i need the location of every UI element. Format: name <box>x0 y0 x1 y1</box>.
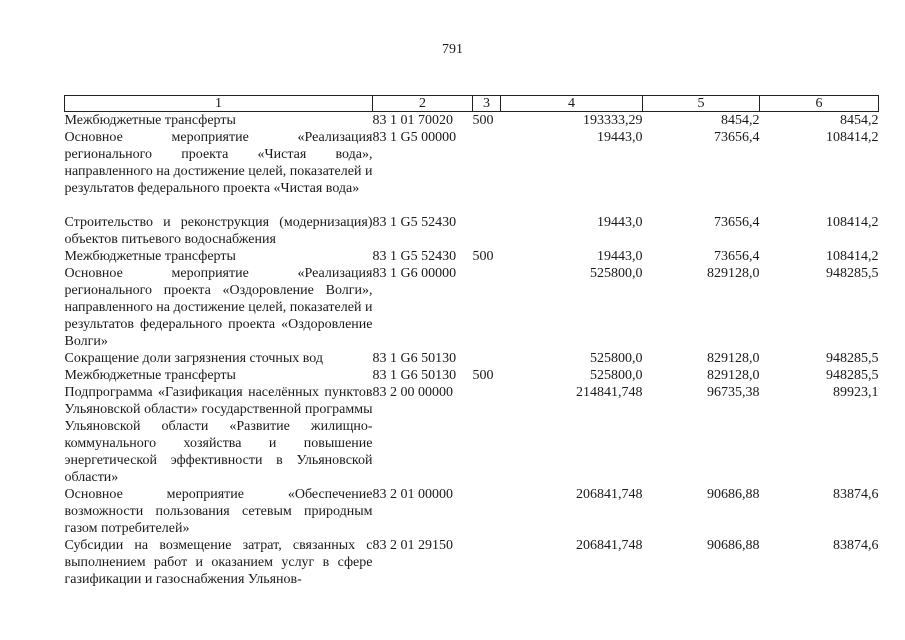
page-number: 791 <box>442 42 463 57</box>
column-header-3: 3 <box>473 96 501 112</box>
column-header-1: 1 <box>65 96 373 112</box>
row-value-4: 525800,0 <box>590 368 643 383</box>
row-value-6: 8454,2 <box>840 113 879 128</box>
table-row <box>65 129 879 214</box>
row-type <box>473 537 501 588</box>
table-row <box>65 384 879 486</box>
row-value-6: 108414,2 <box>826 249 879 264</box>
row-type <box>473 486 501 537</box>
budget-table <box>64 95 879 588</box>
row-type: 500 <box>472 113 494 128</box>
row-value-5: 829128,0 <box>707 266 760 281</box>
row-value-5: 8454,2 <box>721 113 760 128</box>
row-type <box>473 350 501 367</box>
row-type: 500 <box>472 249 494 264</box>
row-value-5: 73656,4 <box>714 215 760 230</box>
row-code: 83 1 01 70020 <box>372 113 453 128</box>
row-name: Основное мероприятие «Обеспечение возможности пользования сетевым природным газом потребителей» <box>64 487 373 536</box>
row-code: 83 1 G6 00000 <box>372 266 457 281</box>
row-code: 83 1 G5 00000 <box>372 130 457 145</box>
row-value-6: 108414,2 <box>826 130 879 145</box>
table-row <box>65 214 879 248</box>
row-value-5: 73656,4 <box>714 130 760 145</box>
table-row <box>65 265 879 350</box>
column-header-2: 2 <box>373 96 473 112</box>
table-row <box>65 350 879 367</box>
row-value-5: 829128,0 <box>707 368 760 383</box>
row-value-4: 206841,748 <box>576 538 643 553</box>
header-row <box>65 96 879 112</box>
row-value-6: 948285,5 <box>826 266 879 281</box>
row-value-4: 19443,0 <box>597 215 643 230</box>
row-code: 83 1 G5 52430 <box>372 249 457 264</box>
row-value-5: 829128,0 <box>707 351 760 366</box>
row-code: 83 2 01 29150 <box>372 538 453 553</box>
row-value-4: 19443,0 <box>597 249 643 264</box>
column-header-6: 6 <box>760 96 879 112</box>
table-row <box>65 486 879 537</box>
row-name: Субсидии на возмещение затрат, связанных с выполнением работ и оказанием услуг в сфере газификации и газоснабжения Ульянов- <box>64 538 373 587</box>
table-row <box>65 112 879 130</box>
row-name: Подпрограмма «Газификация населённых пунктов Ульяновской области» государственной программы Ульяновской области «Развитие жилищно-коммунального хозяйства и повышение энергетической эффективности в Ульяновской области» <box>64 385 373 485</box>
row-type <box>473 265 501 350</box>
row-name: Межбюджетные трансферты <box>64 368 236 383</box>
row-name: Межбюджетные трансферты <box>64 113 236 128</box>
row-type: 500 <box>472 368 494 383</box>
column-header-4: 4 <box>501 96 643 112</box>
row-name: Строительство и реконструкция (модернизация) объектов питьевого водоснабжения <box>64 215 373 247</box>
row-value-5: 96735,38 <box>707 385 760 400</box>
row-type <box>473 129 501 214</box>
row-code: 83 1 G5 52430 <box>372 215 457 230</box>
row-value-6: 108414,2 <box>826 215 879 230</box>
row-value-4: 193333,29 <box>583 113 643 128</box>
row-value-6: 948285,5 <box>826 351 879 366</box>
row-code: 83 1 G6 50130 <box>372 351 457 366</box>
row-value-6: 89923,1 <box>833 385 879 400</box>
row-value-4: 214841,748 <box>576 385 643 400</box>
row-code: 83 1 G6 50130 <box>372 368 457 383</box>
row-code: 83 2 01 00000 <box>372 487 453 502</box>
row-name: Основное мероприятие «Реализация регионального проекта «Оздоровление Волги», направленного на достижение целей, показателей и результатов федерального проекта «Оздоровление Волги» <box>64 266 373 349</box>
row-name: Межбюджетные трансферты <box>64 249 236 264</box>
row-value-6: 948285,5 <box>826 368 879 383</box>
row-value-5: 73656,4 <box>714 249 760 264</box>
row-value-5: 90686,88 <box>707 538 760 553</box>
row-type <box>473 214 501 248</box>
row-value-6: 83874,6 <box>833 538 879 553</box>
row-code: 83 2 00 00000 <box>372 385 453 400</box>
row-value-5: 90686,88 <box>707 487 760 502</box>
row-value-6: 83874,6 <box>833 487 879 502</box>
table-row <box>65 248 879 265</box>
column-header-5: 5 <box>643 96 760 112</box>
table-row <box>65 367 879 384</box>
table-row <box>65 537 879 588</box>
row-name: Сокращение доли загрязнения сточных вод <box>64 351 324 366</box>
row-value-4: 206841,748 <box>576 487 643 502</box>
row-value-4: 525800,0 <box>590 351 643 366</box>
row-name: Основное мероприятие «Реализация регионального проекта «Чистая вода», направленного на достижение целей, показателей и результатов федерального проекта «Чистая вода» <box>64 130 373 196</box>
row-type <box>473 384 501 486</box>
row-value-4: 19443,0 <box>597 130 643 145</box>
row-value-4: 525800,0 <box>590 266 643 281</box>
